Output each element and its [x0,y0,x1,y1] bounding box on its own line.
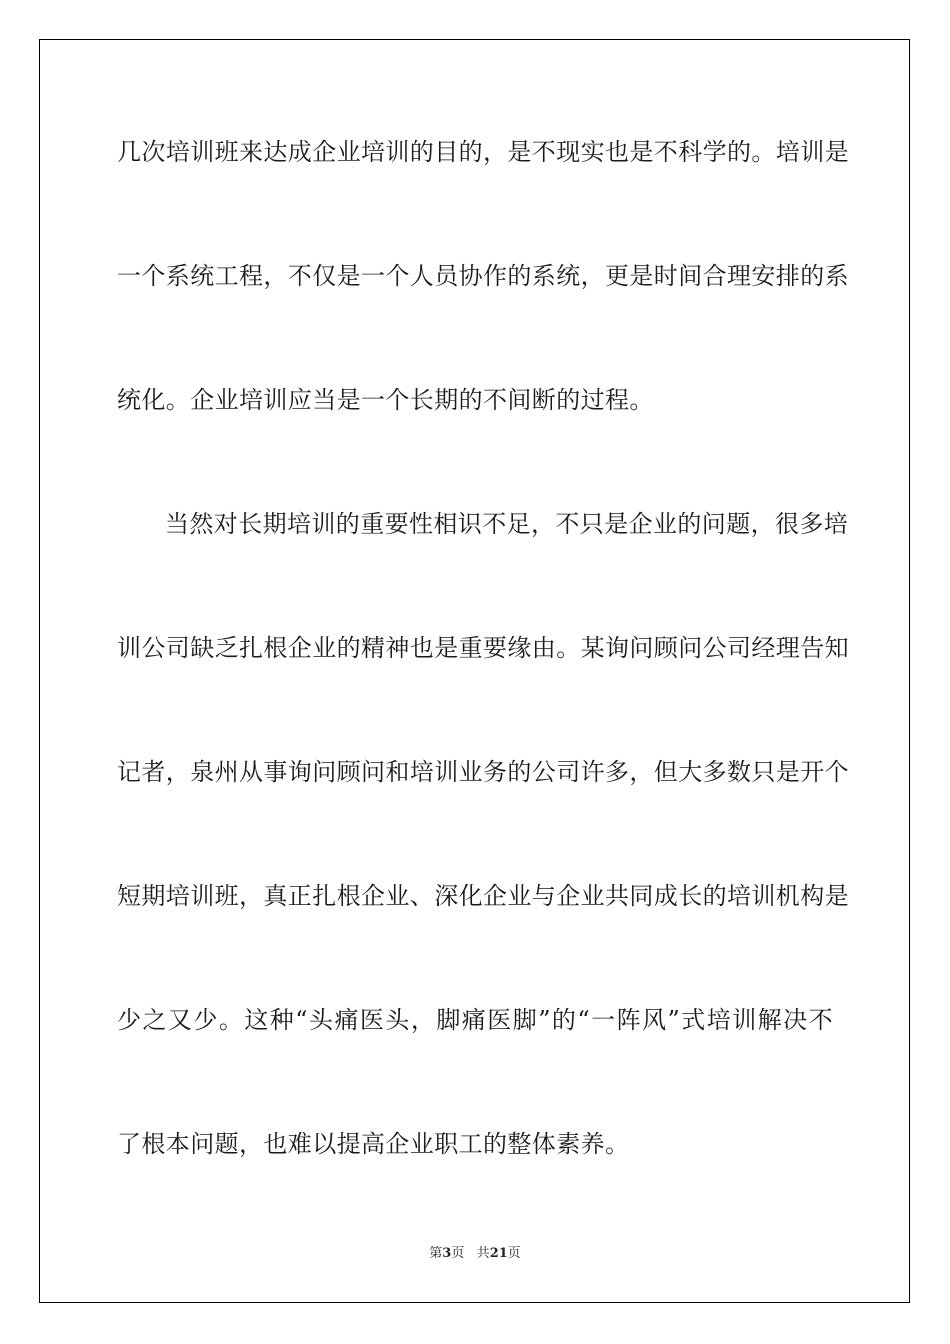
text-line-5: 训公司缺乏扎根企业的精神也是重要缘由。某询问顾问公司经理告知 [117,634,849,662]
total-pages: 21 [489,1246,508,1261]
text-line-6: 记者，泉州从事询问顾问和培训业务的公司许多，但大多数只是开个 [117,758,849,786]
page-prefix: 第 [429,1246,443,1261]
total-prefix: 共 [476,1246,490,1261]
text-line-1: 几次培训班来达成企业培训的目的，是不现实也是不科学的。培训是 [117,138,849,166]
text-line-2: 一个系统工程，不仅是一个人员协作的系统，更是时间合理安排的系 [117,262,849,290]
page-border [39,39,910,1303]
text-line-9: 了根本问题，也难以提高企业职工的整体素养。 [117,1130,630,1158]
text-line-3: 统化。企业培训应当是一个长期的不间断的过程。 [117,386,654,414]
total-suffix: 页 [507,1246,521,1261]
text-line-7: 短期培训班，真正扎根企业、深化企业与企业共同成长的培训机构是 [117,882,849,910]
page-footer [0,1245,950,1263]
page-suffix: 页 [451,1246,465,1261]
paragraph-2-line-1: 当然对长期培训的重要性相识不足，不只是企业的问题，很多培 [165,510,849,538]
page-number: 3 [442,1246,452,1261]
text-line-8: 少之又少。这种“头痛医头，脚痛医脚”的“一阵风”式培训解决不 [117,1006,833,1034]
